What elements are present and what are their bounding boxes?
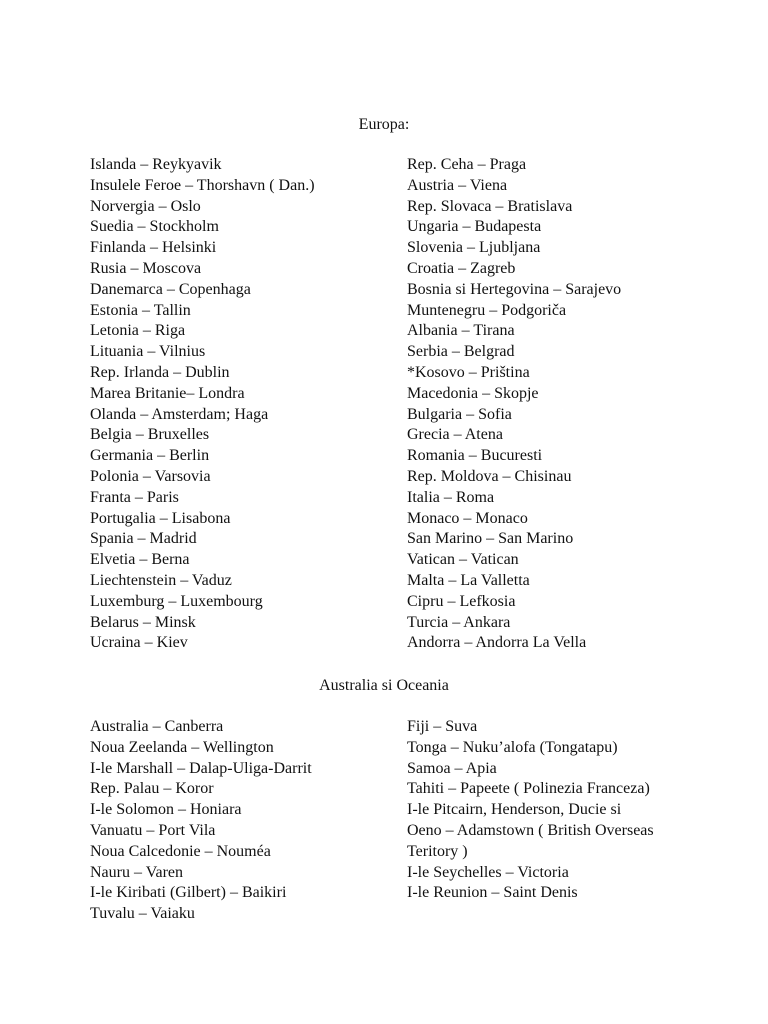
country-capital-entry: Teritory ) [407, 842, 468, 860]
country-capital-entry: Estonia – Tallin [90, 301, 191, 319]
country-capital-entry: Danemarca – Copenhaga [90, 280, 251, 298]
country-capital-entry: I-le Reunion – Saint Denis [407, 884, 578, 902]
country-capital-entry: Muntenegru – Podgoriča [407, 301, 567, 319]
country-capital-entry: Slovenia – Ljubljana [407, 239, 541, 257]
country-capital-entry: Rusia – Moscova [90, 259, 202, 277]
country-capital-entry: Andorra – Andorra La Vella [407, 634, 587, 652]
country-capital-entry: Suedia – Stockholm [90, 218, 219, 236]
country-capital-entry: Olanda – Amsterdam; Haga [90, 405, 269, 423]
country-capital-entry: Liechtenstein – Vaduz [90, 571, 232, 589]
country-capital-entry: Norvergia – Oslo [90, 197, 201, 215]
country-capital-entry: Tuvalu – Vaiaku [90, 905, 195, 923]
country-capital-entry: Rep. Ceha – Praga [407, 156, 527, 173]
country-capital-entry: Tonga – Nuku’alofa (Tongatapu) [407, 738, 618, 756]
country-capital-entry: Rep. Palau – Koror [90, 780, 214, 798]
country-capital-entry: Elvetia – Berna [90, 551, 190, 569]
country-capital-entry: Belarus – Minsk [90, 613, 196, 631]
country-capital-entry: I-le Solomon – Honiara [90, 801, 242, 819]
country-capital-entry: Bosnia si Hertegovina – Sarajevo [407, 280, 622, 298]
country-capital-entry: Letonia – Riga [90, 322, 186, 340]
country-capital-entry: Finlanda – Helsinki [90, 239, 217, 257]
country-capital-entry: Austria – Viena [407, 176, 508, 194]
country-capital-entry: Marea Britanie– Londra [90, 384, 245, 402]
europa-left-column [90, 155, 315, 654]
country-capital-entry: Fiji – Suva [407, 718, 478, 735]
country-capital-entry: Rep. Irlanda – Dublin [90, 363, 230, 381]
country-capital-entry: Vanuatu – Port Vila [90, 821, 216, 839]
country-capital-entry: Italia – Roma [407, 488, 495, 506]
country-capital-entry: Tahiti – Papeete ( Polinezia Franceza) [407, 780, 650, 798]
country-capital-entry: Serbia – Belgrad [407, 343, 515, 361]
country-capital-entry: Noua Calcedonie – Nouméa [90, 842, 271, 860]
section-title-europa: Europa: [358, 116, 410, 133]
country-capital-entry: Romania – Bucuresti [407, 447, 543, 465]
oceania-right-column [407, 717, 654, 904]
country-capital-entry: Monaco – Monaco [407, 509, 528, 527]
country-capital-entry: San Marino – San Marino [407, 530, 574, 548]
country-capital-entry: Australia – Canberra [90, 718, 224, 735]
europa-right-column [407, 155, 621, 654]
country-capital-entry: Ungaria – Budapesta [407, 218, 542, 236]
country-capital-entry: Insulele Feroe – Thorshavn ( Dan.) [90, 176, 315, 194]
country-capital-entry: Lituania – Vilnius [90, 343, 206, 361]
country-capital-entry: Croatia – Zagreb [407, 259, 516, 277]
country-capital-entry: I-le Marshall – Dalap-Uliga-Darrit [90, 759, 312, 777]
oceania-left-column [90, 717, 312, 925]
country-capital-entry: Polonia – Varsovia [90, 467, 211, 485]
country-capital-entry: Franta – Paris [90, 488, 179, 506]
country-capital-entry: I-le Pitcairn, Henderson, Ducie si [407, 801, 622, 819]
country-capital-entry: I-le Kiribati (Gilbert) – Baikiri [90, 884, 287, 902]
country-capital-entry: Islanda – Reykyavik [90, 156, 222, 173]
country-capital-entry: Samoa – Apia [407, 759, 497, 777]
country-capital-entry: Germania – Berlin [90, 447, 210, 465]
country-capital-entry: Luxemburg – Luxembourg [90, 592, 263, 610]
country-capital-entry: I-le Seychelles – Victoria [407, 863, 569, 881]
country-capital-entry: Rep. Moldova – Chisinau [407, 467, 572, 485]
country-capital-entry: Albania – Tirana [407, 322, 515, 340]
country-capital-entry: Spania – Madrid [90, 530, 197, 548]
country-capital-entry: Cipru – Lefkosia [407, 592, 516, 610]
country-capital-entry: Ucraina – Kiev [90, 634, 188, 652]
country-capital-entry: Oeno – Adamstown ( British Overseas [407, 821, 654, 839]
country-capital-entry: Rep. Slovaca – Bratislava [407, 197, 573, 215]
country-capital-entry: *Kosovo – Priština [407, 363, 530, 381]
country-capital-entry: Portugalia – Lisabona [90, 509, 231, 527]
section-title-oceania: Australia si Oceania [319, 677, 449, 694]
country-capital-entry: Bulgaria – Sofia [407, 405, 512, 423]
country-capital-entry: Macedonia – Skopje [407, 384, 539, 402]
country-capital-entry: Grecia – Atena [407, 426, 503, 444]
country-capital-entry: Belgia – Bruxelles [90, 426, 210, 444]
country-capital-entry: Vatican – Vatican [407, 551, 519, 569]
country-capital-entry: Nauru – Varen [90, 863, 184, 881]
country-capital-entry: Noua Zeelanda – Wellington [90, 738, 274, 756]
country-capital-entry: Malta – La Valletta [407, 571, 530, 589]
country-capital-entry: Turcia – Ankara [407, 613, 511, 631]
